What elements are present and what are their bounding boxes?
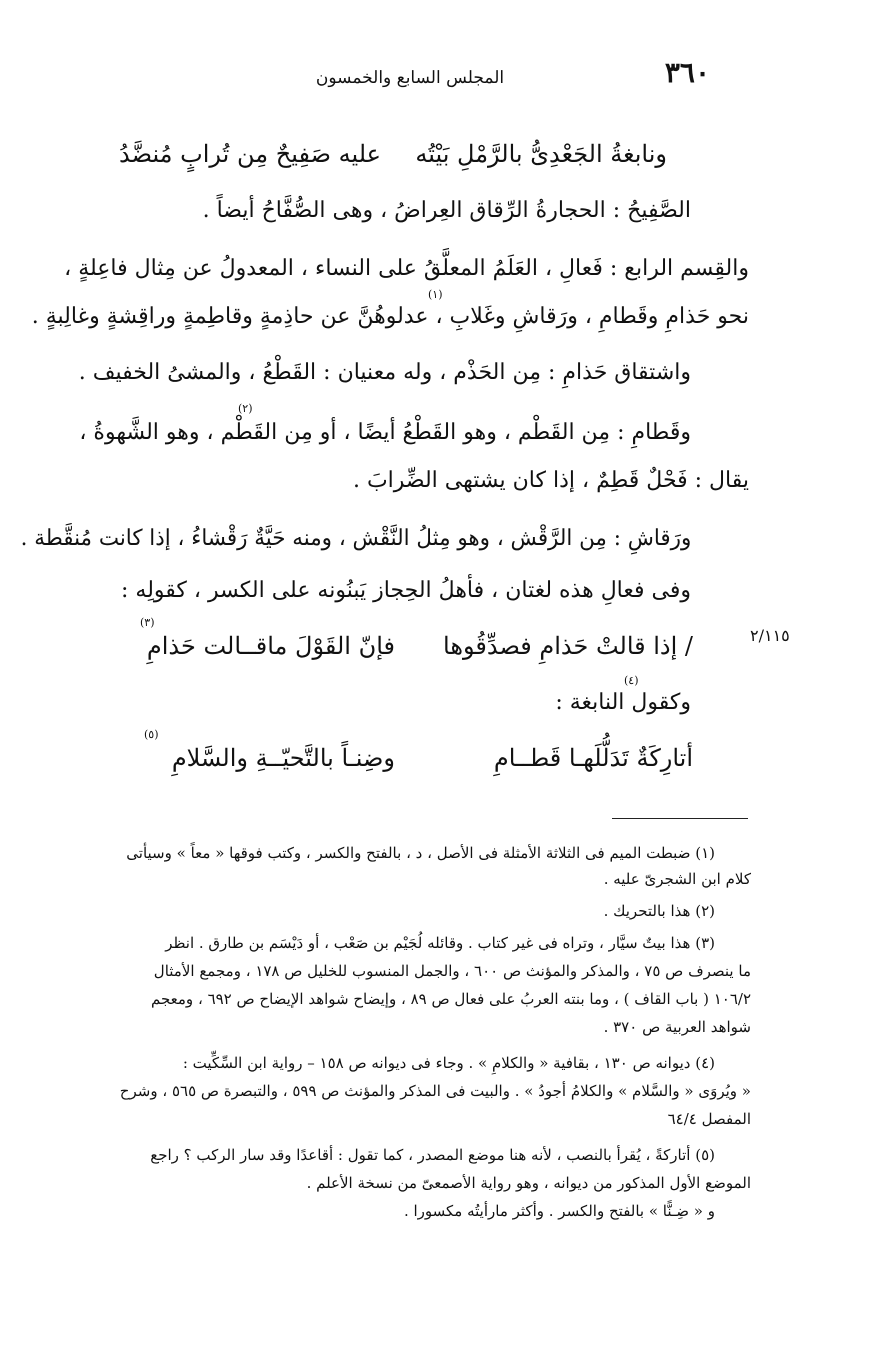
footnote-5-line-1: (٥) أتاركةً ، يُقرأ بالنصب ، لأنه هنا موضع المصدر ، كما تقول : أقاعدًا وقد سار الركب ؟ راجع [150, 1146, 715, 1164]
line-hadham: واشتقاق حَذامِ : مِن الحَذْم ، وله معنيان : القَطْعُ ، والمشىُ الخفيف . [78, 360, 691, 385]
note-marker-5: (٥) [144, 728, 159, 741]
footnote-1-line-1: (١) ضبطت الميم فى الثلاثة الأمثلة فى الأصل ، د ، بالفتح والكسر ، وكتب فوقها « معاً » وسيأتى [126, 844, 715, 862]
para-qatam-line-1: وقَطامِ : مِن القَطْم ، وهو القَطْعُ أيضًا ، أو مِن القَطْم ، وهو الشَّهوةُ ، [79, 420, 691, 445]
footnote-1-line-2: كلام ابن الشجرىّ عليه . [603, 870, 751, 888]
verse2-first-hemistich: / إذا قالتْ حَذامِ فصدِّقُوها [443, 632, 693, 660]
footnote-3-line-2: ما ينصرف ص ٧٥ ، والمذكر والمؤنث ص ٦٠٠ ، والجمل المنسوب للخليل ص ١٧٨ ، ومجمع الأمثال [153, 962, 751, 980]
footnote-4-line-2: « ويُروَى « والسَّلام » والكلامُ أجودُ » . والبيت فى المذكر والمؤنث ص ٥٩٩ ، والتبصرة ص ٥٦٥ ، وشرح [119, 1082, 751, 1100]
page-number: ٣٦٠ [664, 56, 710, 89]
footnote-3-line-1: (٣) هذا بيتٌ سيَّار ، وتراه فى غير كتاب . وقائله لُجَيْم بن صَعْب ، أو دَيْسَم بن طارق . انظر [165, 934, 715, 952]
footnote-5-line-3: و « ضِـنًّا » بالفتح والكسر . وأكثر مارأيتُه مكسورا . [403, 1202, 715, 1220]
verse1-second-hemistich: عليه صَفِيحٌ مِن تُرابٍ مُنضَّدُ [119, 140, 381, 168]
line-nabigha: وكقول النابغة : [555, 690, 691, 715]
line-raqash: ورَقاشِ : مِن الرَّقْش ، وهو مِثلُ النَّقْش ، ومنه حَيَّةٌ رَقْشاءُ ، إذا كانت مُنقَّطة . [20, 526, 691, 551]
footnote-4-line-3: المفصل ٦٤/٤ [667, 1110, 751, 1128]
note-marker-3: (٣) [140, 616, 155, 629]
footnote-5-line-2: الموضع الأول المذكور من ديوانه ، وهو رواية الأصمعىّ من نسخة الأعلم . [306, 1174, 751, 1192]
para-qism-line-1: والقِسم الرابع : فَعالِ ، العَلَمُ المعلَّقُ على النساء ، المعدولُ عن مِثال فاعِلةٍ ، [64, 256, 749, 281]
footnote-2-line-1: (٢) هذا بالتحريك . [603, 902, 715, 920]
footnote-4-line-1: (٤) ديوانه ص ١٣٠ ، بقافية « والكلامِ » . وجاء فى ديوانه ص ١٥٨ – رواية ابن السِّكِّيت : [182, 1054, 715, 1072]
footnote-divider [612, 818, 748, 819]
line-lughatan: وفى فعالِ هذه لغتان ، فأهلُ الحِجاز يَبنُونه على الكسر ، كقولِه : [121, 578, 691, 603]
line-safih: الصَّفِيحُ : الحجارةُ الرِّقاق العِراضُ ، وهى الصُّفَّاحُ أيضاً . [202, 198, 691, 223]
margin-reference: ٢/١١٥ [750, 626, 790, 645]
para-qism-line-2: نحو حَذامِ وقَطامِ ، ورَقاشِ وغَلابِ ، عدلوهُنَّ عن حاذِمةٍ وقاطِمةٍ وراقِشةٍ وغالِبةٍ . [31, 304, 749, 329]
verse1-first-hemistich: ونابغةُ الجَعْدِىُّ بالرَّمْلِ بَيْتُه [415, 140, 667, 168]
note-marker-4: (٤) [624, 674, 639, 687]
para-qatam-line-2: يقال : فَحْلٌ قَطِمٌ ، إذا كان يشتهى الضِّرابَ . [352, 468, 749, 493]
verse3-second-hemistich: وضِنـاً بالتَّحيّــةِ والسَّلامِ [171, 744, 395, 772]
footnote-3-line-3: ١٠٦/٢ ( باب القاف ) ، وما بنته العربُ على فعال ص ٨٩ ، وإيضاح شواهد الإيضاح ص ٦٩٢ ، ومعجم [151, 990, 751, 1008]
footnote-3-line-4: شواهد العربية ص ٣٧٠ . [603, 1018, 751, 1036]
note-marker-1: (١) [428, 288, 443, 301]
verse2-second-hemistich: فإنّ القَوْلَ ماقــالت حَذامِ [146, 632, 395, 660]
verse3-first-hemistich: أتارِكَةٌ تَدَلُّلَهـا قَطــامِ [493, 744, 693, 772]
note-marker-2: (٢) [238, 402, 253, 415]
running-head: المجلس السابع والخمسون [315, 68, 505, 88]
